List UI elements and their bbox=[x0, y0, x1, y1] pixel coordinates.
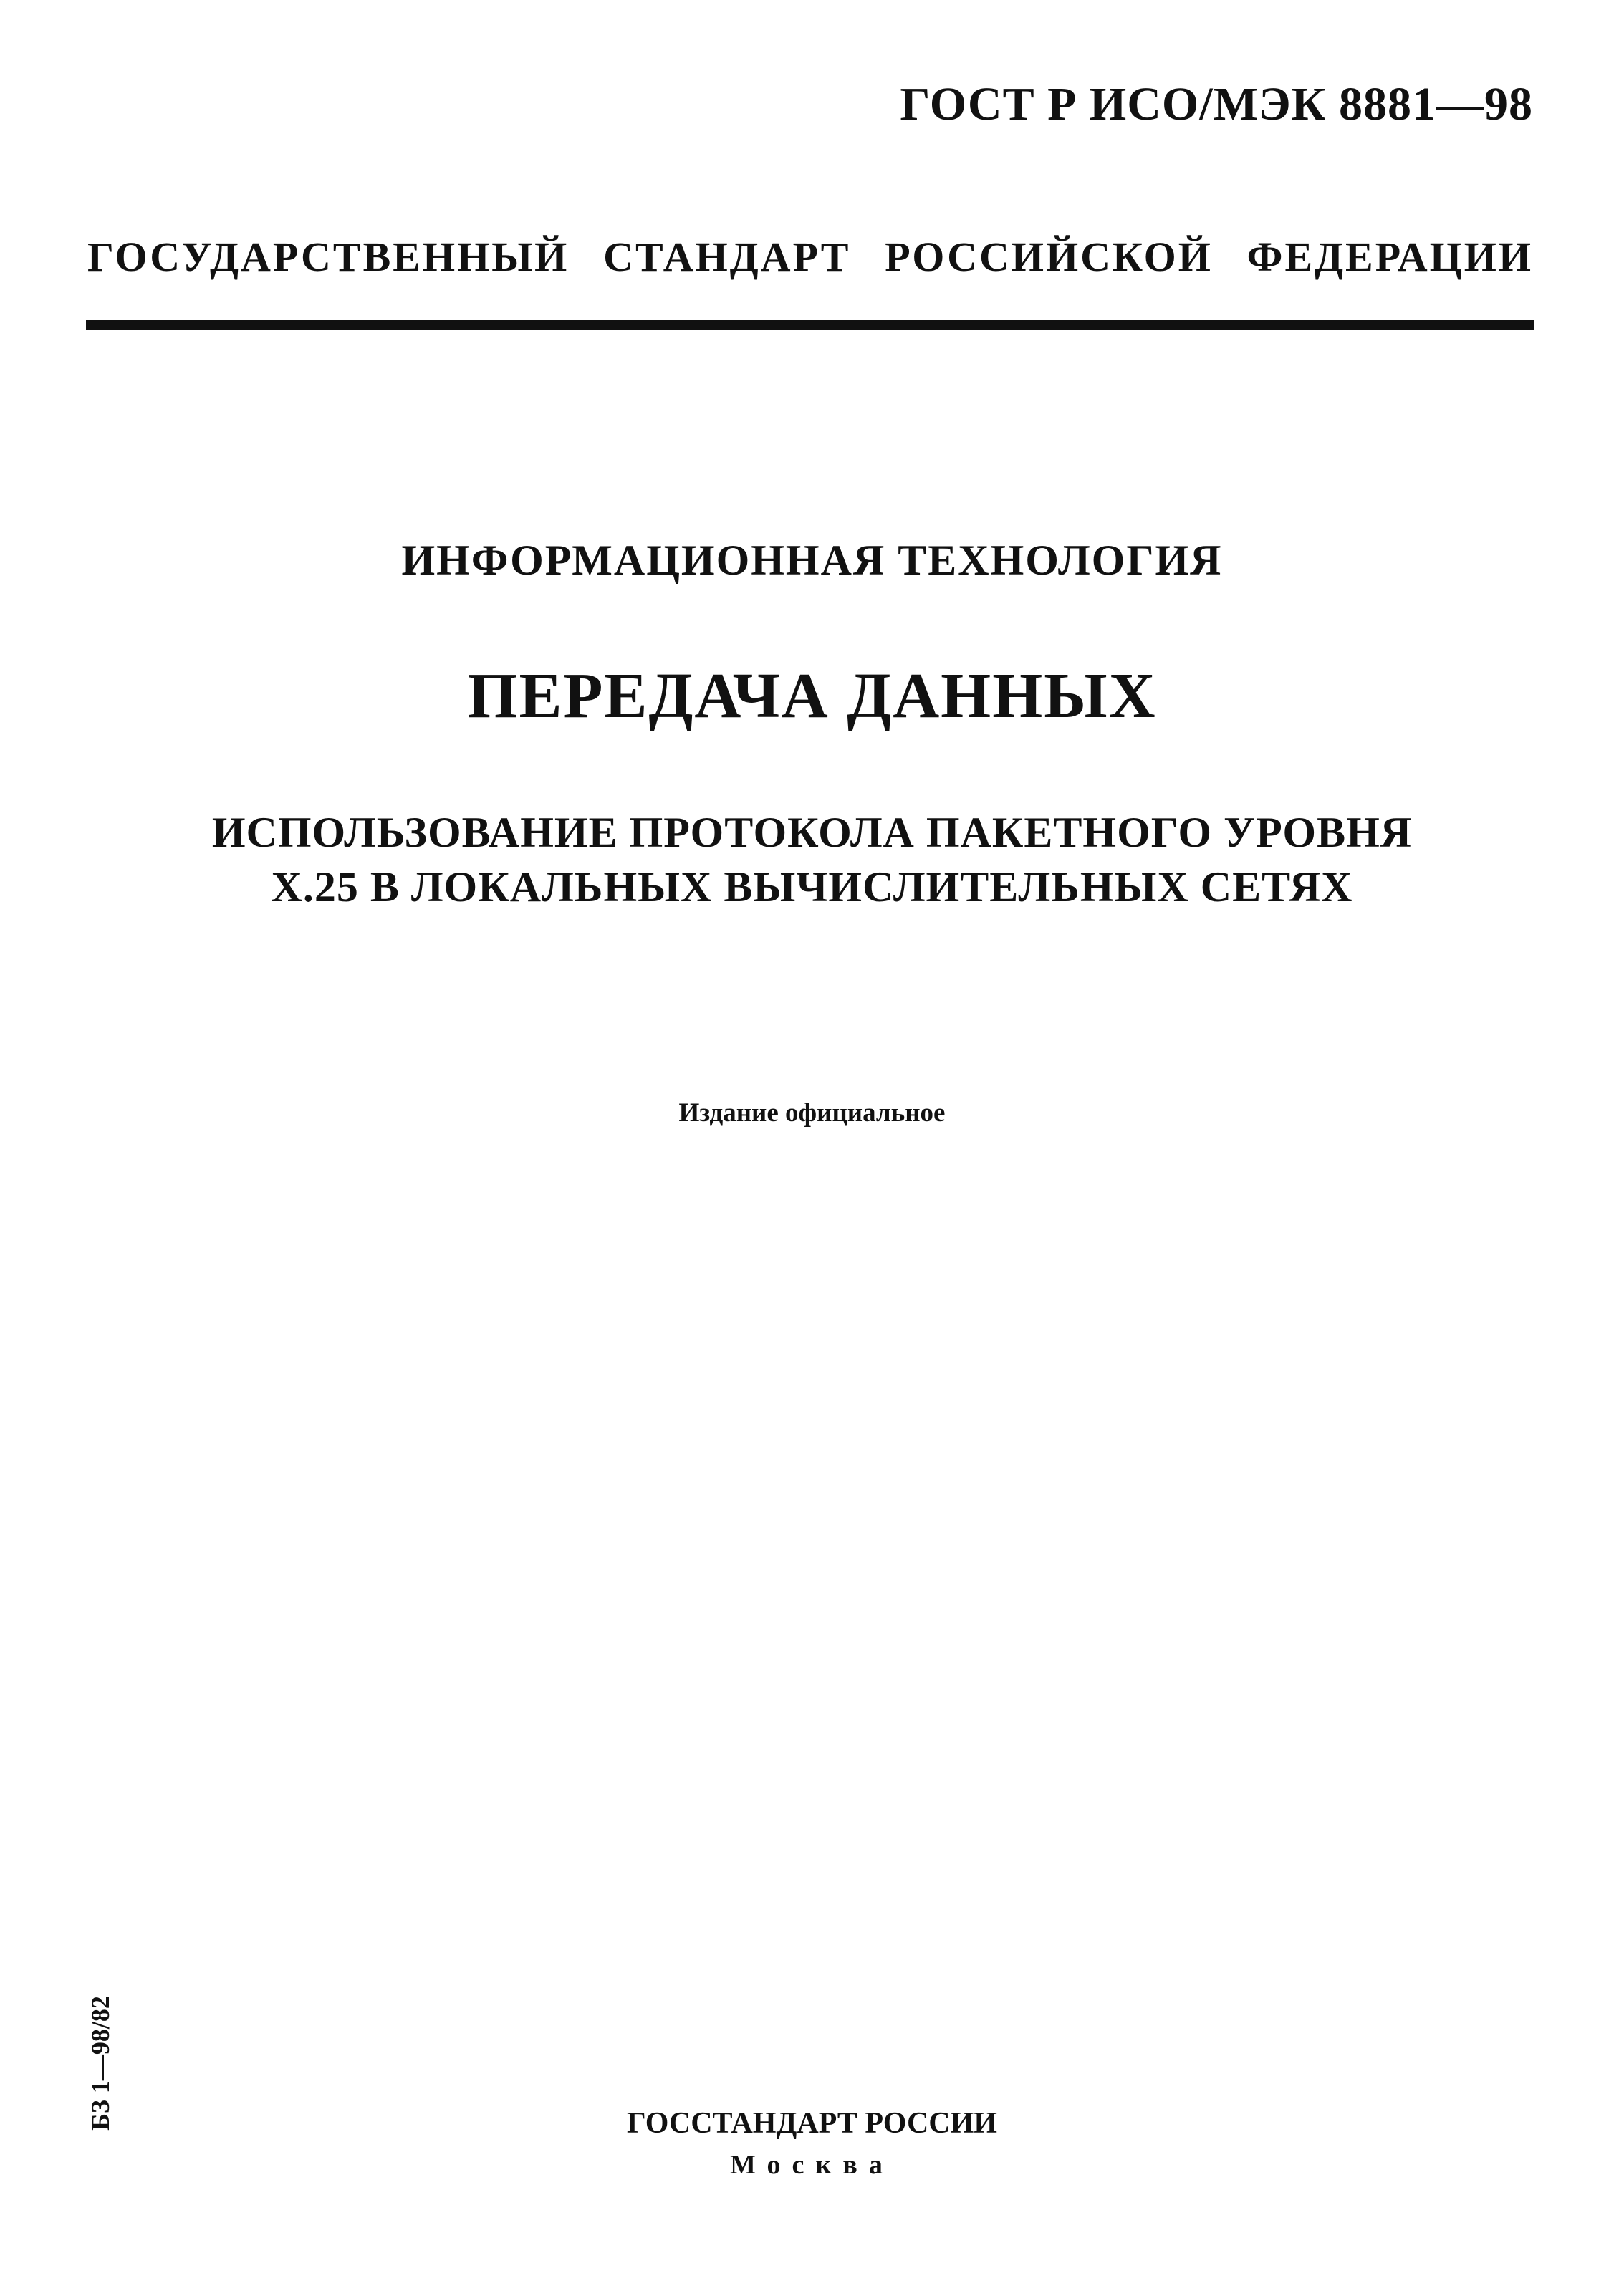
subtitle-line-2: Х.25 В ЛОКАЛЬНЫХ ВЫЧИСЛИТЕЛЬНЫХ СЕТЯХ bbox=[271, 863, 1353, 911]
subtitle bbox=[0, 805, 1624, 914]
header-word-1: ГОСУДАРСТВЕННЫЙ bbox=[87, 234, 570, 280]
header-divider bbox=[86, 320, 1534, 330]
state-standard-header bbox=[87, 233, 1533, 281]
header-word-2: СТАНДАРТ bbox=[603, 234, 851, 280]
publisher-name: ГОССТАНДАРТ РОССИИ bbox=[627, 2107, 997, 2140]
publisher-city: Москва bbox=[730, 2150, 894, 2180]
edition-label: Издание официальное bbox=[678, 1098, 946, 1128]
subject-title: ИНФОРМАЦИОННАЯ ТЕХНОЛОГИЯ bbox=[401, 537, 1223, 584]
subtitle-line-1: ИСПОЛЬЗОВАНИЕ ПРОТОКОЛА ПАКЕТНОГО УРОВНЯ bbox=[211, 809, 1413, 856]
main-title: ПЕРЕДАЧА ДАННЫХ bbox=[467, 661, 1157, 731]
side-catalog-code: БЗ 1—98/82 bbox=[86, 1996, 115, 2131]
header-word-4: ФЕДЕРАЦИИ bbox=[1246, 234, 1533, 280]
header-word-3: РОССИЙСКОЙ bbox=[885, 234, 1213, 280]
standard-number: ГОСТ Р ИСО/МЭК 8881—98 bbox=[900, 78, 1533, 130]
